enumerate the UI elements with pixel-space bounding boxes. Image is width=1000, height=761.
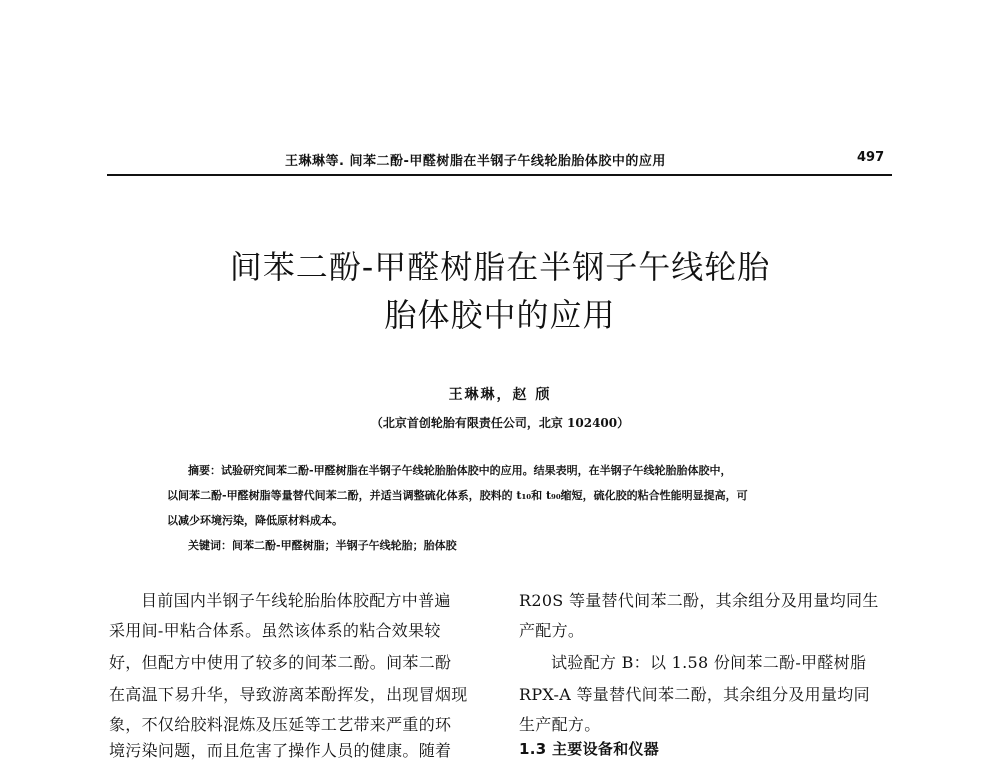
affiliation: （北京首创轮胎有限责任公司，北京 102400） xyxy=(370,416,630,430)
abstract-line-1: 摘要：试验研究间苯二酚-甲醛树脂在半钢子午线轮胎胎体胶中的应用。结果表明，在半钢子午线轮胎胎体胶中， xyxy=(188,464,732,477)
authors: 王琳琳，赵 颀 xyxy=(448,387,552,403)
abstract-line-3: 以减少环境污染，降低原材料成本。 xyxy=(167,514,343,527)
header-rule xyxy=(107,174,892,176)
paper-title-line-2: 胎体胶中的应用 xyxy=(384,296,616,334)
keywords: 关键词：间苯二酚-甲醛树脂；半钢子午线轮胎；胎体胶 xyxy=(188,539,457,552)
body-left-line-1: 目前国内半钢子午线轮胎胎体胶配方中普遍 xyxy=(141,591,451,610)
body-right-line-2: 产配方。 xyxy=(519,621,585,640)
paper-title-line-1: 间苯二酚-甲醛树脂在半钢子午线轮胎 xyxy=(229,248,771,286)
body-right-line-4: RPX-A 等量替代间苯二酚，其余组分及用量均同 xyxy=(519,685,870,704)
body-right-line-3: 试验配方 B：以 1.58 份间苯二酚-甲醛树脂 xyxy=(551,653,867,672)
section-heading-1-3: 1.3 主要设备和仪器 xyxy=(519,740,660,758)
body-left-line-6: 境污染问题，而且危害了操作人员的健康。随着 xyxy=(109,741,452,760)
body-left-line-3: 好，但配方中使用了较多的间苯二酚。间苯二酚 xyxy=(109,653,452,672)
body-left-line-5: 象，不仅给胶料混炼及压延等工艺带来严重的环 xyxy=(109,715,452,734)
body-right-line-5: 生产配方。 xyxy=(519,715,601,734)
body-left-line-2: 采用间-甲粘合体系。虽然该体系的粘合效果较 xyxy=(109,621,441,640)
body-left-line-4: 在高温下易升华，导致游离苯酚挥发，出现冒烟现 xyxy=(109,685,468,704)
body-right-line-1: R20S 等量替代间苯二酚，其余组分及用量均同生 xyxy=(519,591,879,610)
abstract-line-2: 以间苯二酚-甲醛树脂等量替代间苯二酚，并适当调整硫化体系，胶料的 t₁₀和 t₉₀缩短，硫化胶的粘合性能明显提高，可 xyxy=(167,489,748,502)
running-head: 王琳琳等. 间苯二酚-甲醛树脂在半钢子午线轮胎胎体胶中的应用 xyxy=(285,154,666,169)
page-number: 497 xyxy=(857,150,885,165)
